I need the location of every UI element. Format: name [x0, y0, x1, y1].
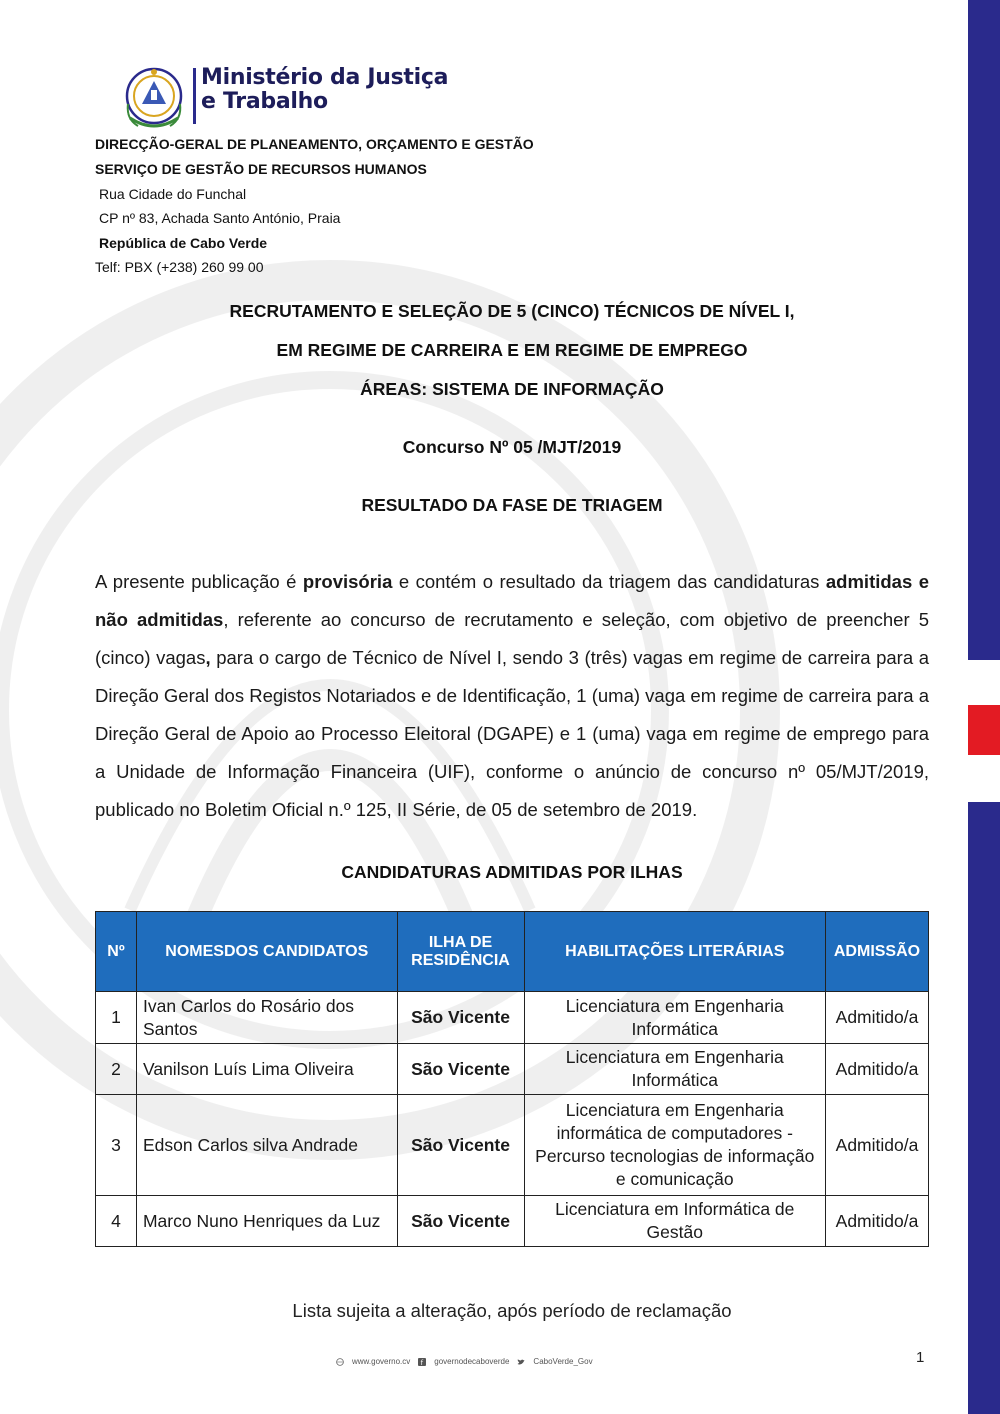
footer-website[interactable]: www.governo.cv [352, 1357, 411, 1366]
title-line1: RECRUTAMENTO E SELEÇÃO DE 5 (CINCO) TÉCNICOS DE NÍVEL I, [229, 301, 795, 321]
cell-status: Admitido/a [826, 1196, 929, 1247]
para-part3: , referente ao concurso de recrutamento e seleção, com objetivo de preencher 5 (cinco) vagas [95, 609, 929, 668]
coat-of-arms-icon [118, 64, 190, 134]
table-row [96, 1044, 929, 1095]
phone-number: Telf: PBX (+238) 260 99 00 [95, 259, 264, 275]
header-number: Nº [96, 912, 137, 992]
table-row [96, 992, 929, 1044]
side-bar-blue-top [968, 0, 1000, 660]
cell-status: Admitido/a [826, 1095, 929, 1196]
cell-name: Ivan Carlos do Rosário dos Santos [136, 992, 397, 1044]
facebook-icon [418, 1358, 426, 1366]
candidates-table [95, 911, 929, 1247]
logo-divider [193, 68, 196, 124]
para-comma: , [205, 647, 211, 668]
ministry-name-line2: e Trabalho [201, 89, 328, 114]
contest-number: Concurso Nº 05 /MJT/2019 [402, 437, 622, 457]
cell-status: Admitido/a [826, 1044, 929, 1095]
ministry-name-line1: Ministério da Justiça [201, 65, 449, 90]
address-street: Rua Cidade do Funchal [99, 186, 247, 202]
cell-name: Marco Nuno Henriques da Luz [136, 1196, 397, 1247]
cell-island: São Vicente [397, 1044, 524, 1095]
cell-degree: Licenciatura em Engenharia informática de computadores - Percurso tecnologias de informação e comunicação [524, 1095, 826, 1196]
footer-links [336, 1357, 593, 1366]
para-provisional: provisória [302, 571, 393, 592]
cell-degree: Licenciatura em Informática de Gestão [524, 1196, 826, 1247]
twitter-icon [517, 1358, 525, 1366]
cell-status: Admitido/a [826, 992, 929, 1044]
table-row [96, 1095, 929, 1196]
cell-number: 3 [96, 1095, 137, 1196]
cell-number: 1 [96, 992, 137, 1044]
address-country: República de Cabo Verde [99, 235, 268, 251]
cell-degree: Licenciatura em Engenharia Informática [524, 992, 826, 1044]
cell-name: Edson Carlos silva Andrade [136, 1095, 397, 1196]
table-row [96, 1196, 929, 1247]
globe-icon [336, 1358, 344, 1366]
side-bar-blue-bottom [968, 802, 1000, 1414]
reclamation-note: Lista sujeita a alteração, após período de reclamação [292, 1300, 732, 1321]
page-number: 1 [916, 1349, 925, 1366]
para-admitted: admitidas e não admitidas [95, 571, 929, 630]
para-part2: e contém o resultado da triagem das candidaturas [392, 571, 826, 592]
title-line3: ÁREAS: SISTEMA DE INFORMAÇÃO [360, 379, 664, 399]
department-service: SERVIÇO DE GESTÃO DE RECURSOS HUMANOS [95, 161, 427, 177]
ministry-name [201, 66, 448, 114]
department-general: DIRECÇÃO-GERAL DE PLANEAMENTO, ORÇAMENTO E GESTÃO [95, 136, 534, 152]
para-part4: para o cargo de Técnico de Nível I, sendo 3 (três) vagas em regime de carreira para a Direção Geral dos Registos Notariados e de Identificação, 1 (uma) vaga em regime de carreira para a Direção Geral de Apoio ao Processo Eleitoral (DGAPE) e 1 (uma) vaga em regime de emprego para a Unidade de Informação Financeira (UIF), conforme o anúncio de concurso nº 05/MJT/2019, publicado no Boletim Oficial n.º 125, II Série, de 05 de setembro de 2019. [95, 647, 930, 820]
header-degree: HABILITAÇÕES LITERÁRIAS [524, 912, 826, 992]
cell-number: 4 [96, 1196, 137, 1247]
cell-number: 2 [96, 1044, 137, 1095]
table-header-row [96, 912, 929, 992]
side-bar-red [968, 705, 1000, 755]
footer-twitter[interactable]: CaboVerde_Gov [533, 1357, 593, 1366]
svg-text:f: f [420, 1358, 424, 1366]
title-line2: EM REGIME DE CARREIRA E EM REGIME DE EMPREGO [276, 340, 748, 360]
footer-facebook[interactable]: governodecaboverde [434, 1357, 510, 1366]
header-island: ILHA DE RESIDÊNCIA [397, 912, 524, 992]
header-admission: ADMISSÃO [826, 912, 929, 992]
cell-degree: Licenciatura em Engenharia Informática [524, 1044, 826, 1095]
table-title: CANDIDATURAS ADMITIDAS POR ILHAS [341, 862, 683, 882]
cell-island: São Vicente [397, 1095, 524, 1196]
header-name: NOMESDOS CANDIDATOS [136, 912, 397, 992]
cell-name: Vanilson Luís Lima Oliveira [136, 1044, 397, 1095]
cell-island: São Vicente [397, 992, 524, 1044]
result-heading: RESULTADO DA FASE DE TRIAGEM [361, 495, 663, 515]
cell-island: São Vicente [397, 1196, 524, 1247]
address-postal: CP nº 83, Achada Santo António, Praia [99, 210, 341, 226]
intro-paragraph [95, 563, 929, 829]
para-part1: A presente publicação é [95, 571, 303, 592]
